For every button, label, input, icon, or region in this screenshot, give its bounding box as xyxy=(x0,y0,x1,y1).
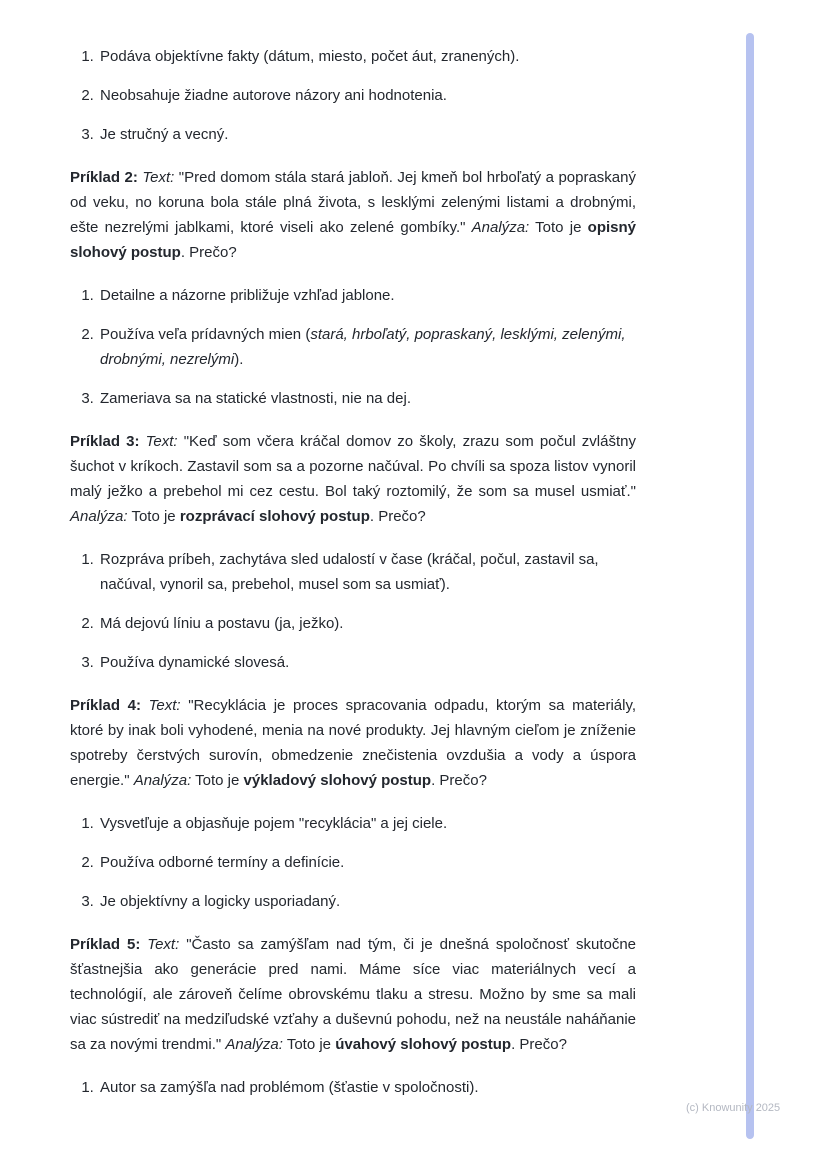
list-item xyxy=(98,547,636,597)
text-run: Neobsahuje žiadne autorove názory ani hodnotenia. xyxy=(100,87,447,104)
text-run: . Prečo? xyxy=(180,244,237,261)
list-item xyxy=(98,650,636,675)
numbered-list xyxy=(70,811,636,914)
text-run: Autor sa zamýšľa nad problémom (šťastie v spoločnosti). xyxy=(100,1079,479,1096)
text-run: Používa dynamické slovesá. xyxy=(100,654,290,671)
bold-text: rozprávací slohový postup xyxy=(179,508,370,525)
list-item xyxy=(98,611,636,636)
italic-text: Analýza: xyxy=(225,1036,283,1053)
italic-text: Text: xyxy=(147,936,180,953)
text-run: Je objektívny a logicky usporiadaný. xyxy=(100,893,341,910)
text-run: Používa veľa prídavných mien ( xyxy=(100,326,311,343)
paragraph xyxy=(70,165,636,265)
text-run: Detailne a názorne približuje vzhľad jablone. xyxy=(100,287,395,304)
italic-text: Analýza: xyxy=(70,508,128,525)
numbered-list xyxy=(70,44,636,147)
italic-text: Text: xyxy=(148,697,181,714)
bold-text: Príklad 3: xyxy=(70,433,140,450)
text-run: "Pred domom stála stará jabloň. Jej kmeň bol hrboľatý a popraskaný od veku, no koruna bola stále plná života, s lesklými zelenými listami a drobnými, ešte nezrelými jablkami, ktoré viseli ako zelené gombíky." xyxy=(70,169,636,236)
bold-text: výkladový slohový postup xyxy=(243,772,432,789)
text-run: Toto je xyxy=(191,772,244,789)
text-run xyxy=(141,697,149,714)
bold-text: Príklad 2: xyxy=(70,169,138,186)
text-run: Zameriava sa na statické vlastnosti, nie na dej. xyxy=(100,390,411,407)
list-item xyxy=(98,386,636,411)
italic-text: Analýza: xyxy=(471,219,530,236)
list-item xyxy=(98,83,636,108)
list-item xyxy=(98,283,636,308)
text-run: Toto je xyxy=(282,1036,336,1053)
bold-text: Príklad 4: xyxy=(70,697,141,714)
text-run: ). xyxy=(234,351,244,368)
document-content xyxy=(70,0,636,1118)
bold-text: Príklad 5: xyxy=(70,936,141,953)
text-run: . Prečo? xyxy=(369,508,426,525)
text-run: "Recyklácia je proces spracovania odpadu, ktorým sa materiály, ktoré by inak boli vyhodené, menia na nové produkty. Jej hlavným cieľom je zníženie spotreby čerstvých surovín, obmedzenie znečistenia ovzdušia a vody a úspora energie." xyxy=(70,697,637,789)
paragraph xyxy=(70,693,636,793)
list-item xyxy=(98,889,636,914)
list-item xyxy=(98,811,636,836)
text-run: Toto je xyxy=(127,508,180,525)
text-run: Vysvetľuje a objasňuje pojem "recyklácia" a jej ciele. xyxy=(100,815,448,832)
paragraph xyxy=(70,429,636,529)
text-run: Rozpráva príbeh, zachytáva sled udalostí v čase (kráčal, počul, zastavil sa, načúval, vynoril sa, prebehol, musel som sa usmiať). xyxy=(100,551,599,593)
text-run: Toto je xyxy=(529,219,588,236)
bold-text: opisný slohový postup xyxy=(70,219,636,261)
numbered-list xyxy=(70,283,636,411)
italic-text: stará, hrboľatý, popraskaný, lesklými, zelenými, drobnými, nezrelými xyxy=(100,326,626,368)
text-run: Je stručný a vecný. xyxy=(100,126,229,143)
list-item xyxy=(98,44,636,69)
italic-text: Text: xyxy=(145,433,178,450)
numbered-list xyxy=(70,547,636,675)
list-item xyxy=(98,122,636,147)
text-run: "Keď som včera kráčal domov zo školy, zrazu som počul zvláštny šuchot v kríkoch. Zastavil som sa a pozorne načúval. Po chvíli sa spoza listov vynoril malý ježko a prebehol mi cez cestu. Bol taký roztomilý, že som sa musel usmiať." xyxy=(70,433,636,500)
list-item xyxy=(98,850,636,875)
scrollbar-thumb[interactable] xyxy=(746,33,754,1139)
italic-text: Analýza: xyxy=(133,772,192,789)
numbered-list xyxy=(70,1075,636,1100)
paragraph xyxy=(70,932,636,1057)
bold-text: úvahový slohový postup xyxy=(335,1036,512,1053)
list-item xyxy=(98,1075,636,1100)
text-run: . Prečo? xyxy=(431,772,487,789)
italic-text: Text: xyxy=(142,169,175,186)
text-run: "Často sa zamýšľam nad tým, či je dnešná spoločnosť skutočne šťastnejšia ako generácie pred nami. Máme síce viac materiálnych vecí a technológií, ale zároveň čelíme obrovskému tlaku a stresu. Možno by sme sa mali viac sústrediť na medziľudské vzťahy a duševnú pohodu, než na neustále naháňanie sa za novými trendmi." xyxy=(70,936,637,1053)
list-item xyxy=(98,322,636,372)
text-run: Používa odborné termíny a definície. xyxy=(100,854,345,871)
text-run: Má dejovú líniu a postavu (ja, ježko). xyxy=(100,615,344,632)
watermark: (c) Knowunity 2025 xyxy=(686,1102,781,1114)
text-run: . Prečo? xyxy=(511,1036,567,1053)
text-run: Podáva objektívne fakty (dátum, miesto, počet áut, zranených). xyxy=(100,48,520,65)
